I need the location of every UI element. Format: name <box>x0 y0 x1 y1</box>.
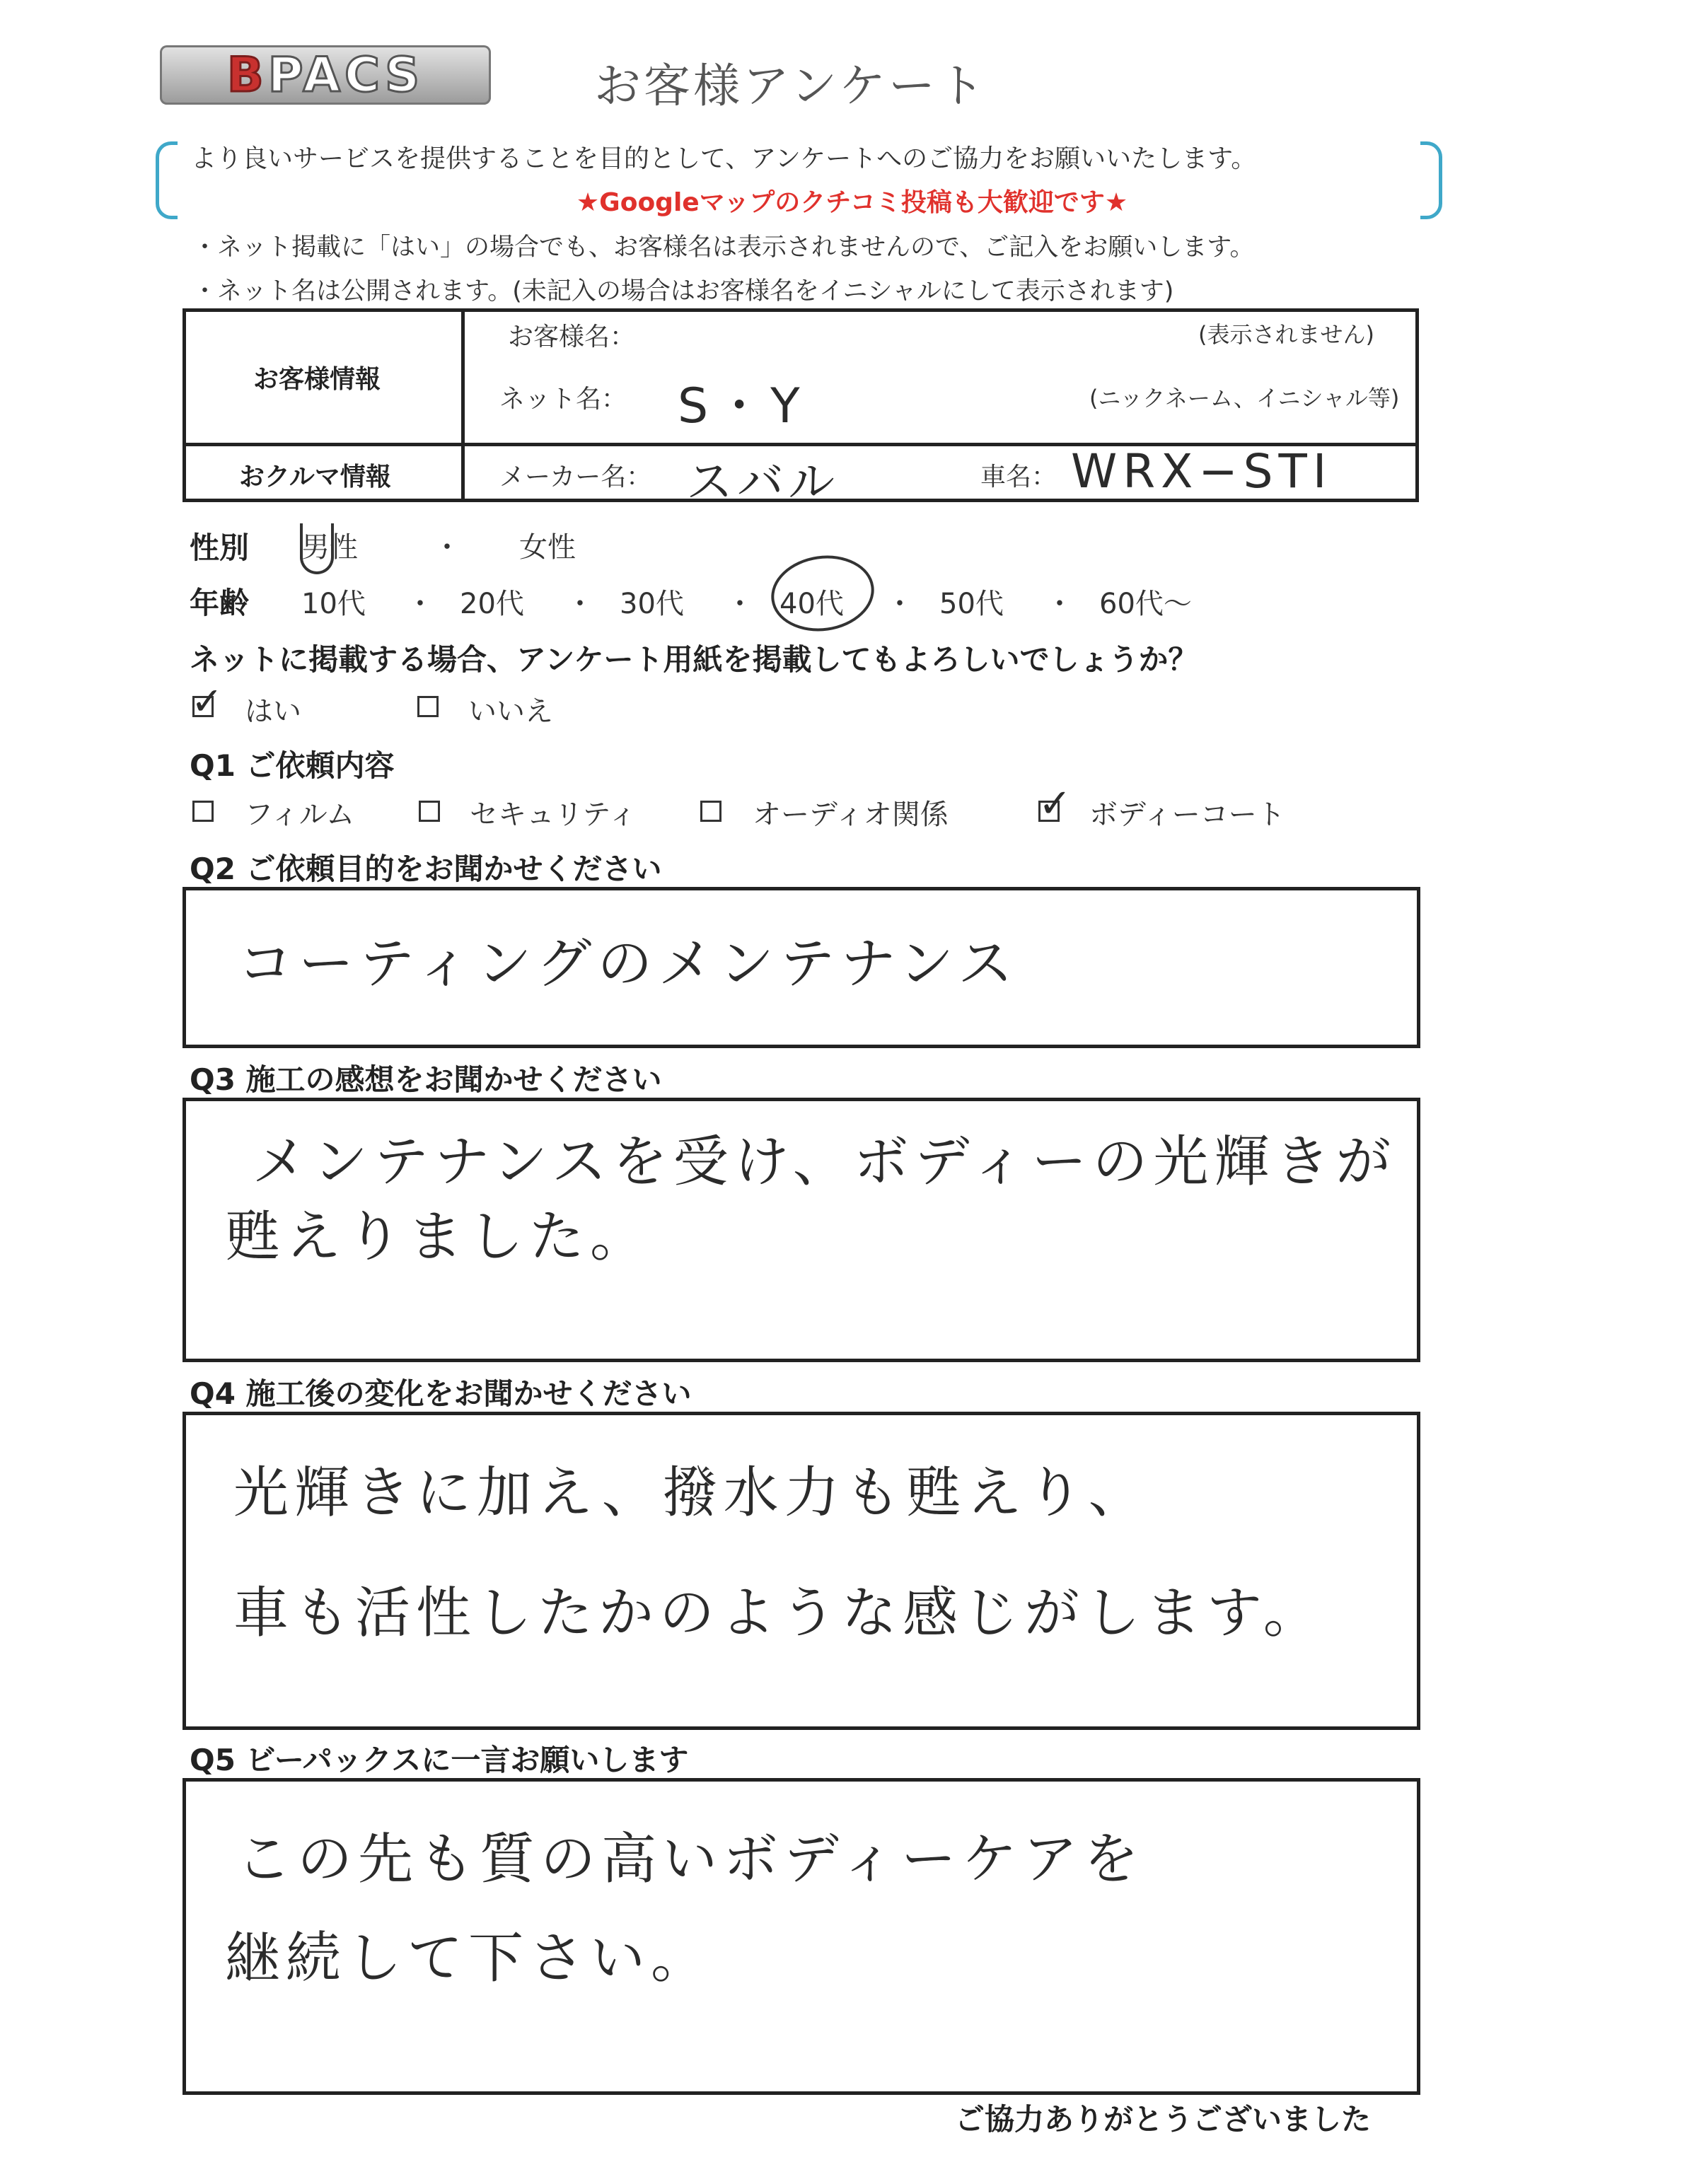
car-name-value[interactable]: WRX−STI <box>1071 444 1333 499</box>
age-option-50s[interactable]: 50代 <box>939 588 1004 620</box>
q5-answer-line1: この先も質の高いボディーケアを <box>236 1828 1144 1891</box>
customer-name-note: (表示されません) <box>1198 321 1374 348</box>
q5-title: Q5 ビーパックスに一言お願いします <box>190 1743 689 1777</box>
page-title: お客様アンケート <box>594 59 988 113</box>
info-table-divider-v <box>461 308 465 502</box>
age-option-30s[interactable]: 30代 <box>620 588 684 620</box>
q4-title: Q4 施工後の変化をお聞かせください <box>190 1376 692 1411</box>
q1-audio-label: オーディオ関係 <box>753 798 949 831</box>
bpacs-logo <box>160 45 491 105</box>
q3-answer-line1: メンテナンスを受け、ボディーの光輝きが <box>252 1130 1397 1194</box>
google-maps-promo: ★Googleマップのクチコミ投稿も大歓迎です★ <box>576 188 1128 217</box>
age-separator: ・ <box>566 588 594 620</box>
publish-yes-label: はい <box>245 695 301 728</box>
net-name-label: ネット名： <box>499 385 627 414</box>
car-info-header: おクルマ情報 <box>239 463 391 492</box>
q2-answer-text: コーティングのメンテナンス <box>238 932 1019 996</box>
age-selection-circle <box>766 549 879 637</box>
q1-title: Q1 ご依頼内容 <box>190 748 395 783</box>
net-name-value[interactable]: S・Y <box>678 378 807 434</box>
age-option-10s[interactable]: 10代 <box>301 588 366 620</box>
age-label: 年齢 <box>190 586 250 620</box>
logo-text: B PACS <box>226 47 424 103</box>
check-mark-icon: ✓ <box>1038 781 1072 827</box>
gender-selection-mark <box>300 523 334 574</box>
note-publish: ・ネット掲載に「はい」の場合でも、お客様名は表示されませんので、ご記入をお願いします。 <box>192 233 1255 262</box>
gender-female-option[interactable]: 女性 <box>519 531 576 564</box>
age-separator: ・ <box>726 588 754 620</box>
thanks-message: ご協力ありがとうございました <box>955 2102 1372 2137</box>
q1-security-label: セキュリティ <box>470 798 637 831</box>
q2-title: Q2 ご依頼目的をお聞かせください <box>190 852 662 886</box>
q3-answer-line2: 甦えりました。 <box>225 1205 651 1269</box>
check-mark-icon: ✓ <box>191 679 224 724</box>
q1-security-checkbox[interactable] <box>419 801 440 822</box>
note-net-name: ・ネット名は公開されます。(未記入の場合はお客様名をイニシャルにして表示されます) <box>192 277 1174 306</box>
q4-answer-line2: 車も活性したかのような感じがします。 <box>233 1581 1324 1645</box>
gender-label: 性別 <box>190 530 250 565</box>
age-option-20s[interactable]: 20代 <box>460 588 524 620</box>
publish-no-label: いいえ <box>468 695 553 728</box>
q1-film-checkbox[interactable] <box>192 801 214 822</box>
publish-question: ネットに掲載する場合、アンケート用紙を掲載してもよろしいでしょうか？ <box>190 642 1198 677</box>
maker-label: メーカー名： <box>499 463 652 492</box>
q1-bodycoat-label: ボディーコート <box>1089 798 1285 831</box>
q1-film-label: フィルム <box>245 798 355 831</box>
logo-text-rest: PACS <box>267 47 424 103</box>
age-separator: ・ <box>886 588 914 620</box>
q5-answer-line2: 継続して下さい。 <box>225 1927 712 1990</box>
q1-audio-checkbox[interactable] <box>700 801 721 822</box>
age-separator: ・ <box>406 588 434 620</box>
car-name-label: 車名： <box>980 463 1057 492</box>
customer-name-label: お客様名： <box>508 323 636 352</box>
publish-no-checkbox[interactable] <box>417 696 439 717</box>
customer-info-header: お客様情報 <box>253 365 381 394</box>
notice-intro: より良いサービスを提供することを目的として、アンケートへのご協力をお願いいたします。 <box>191 144 1257 173</box>
q4-answer-line1: 光輝きに加え、撥水力も甦えり、 <box>233 1461 1149 1525</box>
age-separator: ・ <box>1045 588 1074 620</box>
gender-separator: ・ <box>433 531 461 564</box>
age-option-40s[interactable]: 40代 <box>779 588 844 620</box>
age-option-60s-plus[interactable]: 60代〜 <box>1099 588 1192 620</box>
q3-title: Q3 施工の感想をお聞かせください <box>190 1062 662 1097</box>
gender-male-option[interactable]: 男性 <box>301 531 358 564</box>
maker-value[interactable]: スバル <box>686 455 839 509</box>
net-name-note: (ニックネーム、イニシャル等) <box>1089 385 1400 412</box>
